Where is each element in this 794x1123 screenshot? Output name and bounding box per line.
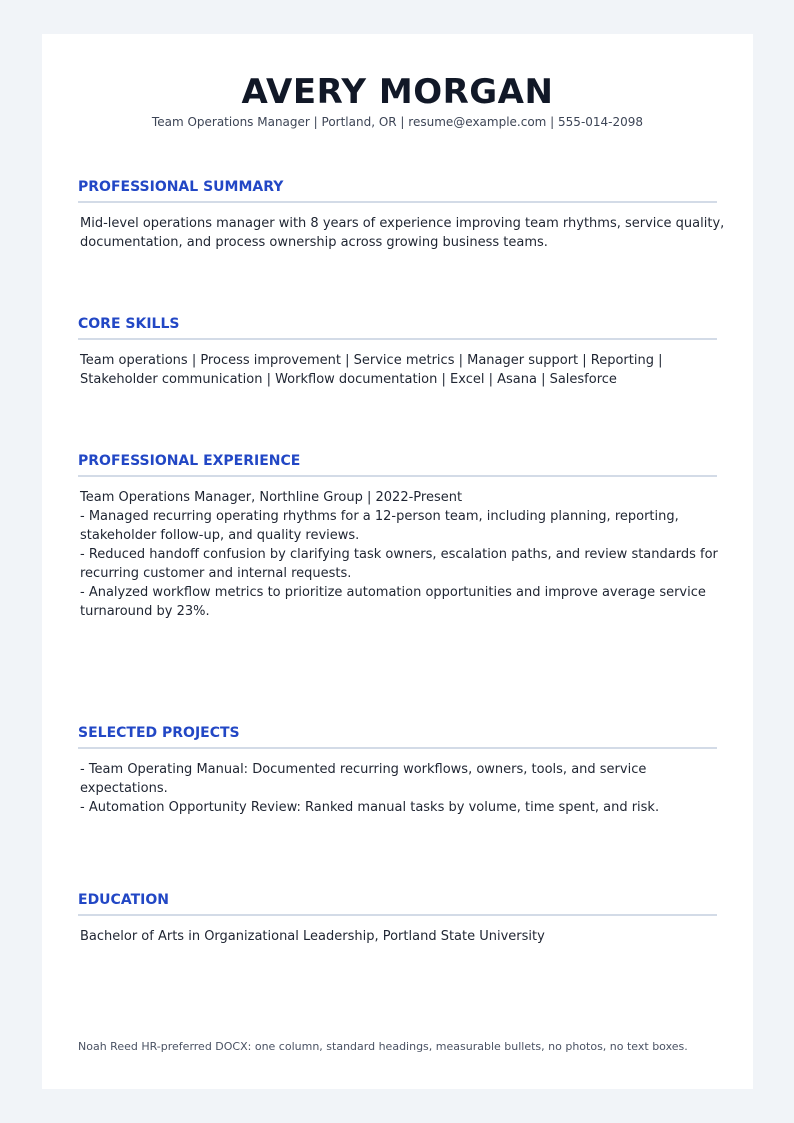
section-heading-projects: SELECTED PROJECTS	[78, 724, 717, 749]
skills-line: Team operations | Process improvement | Service metrics | Manager support | Reporting |	[80, 353, 663, 368]
education-body	[78, 927, 717, 946]
footer-note: Noah Reed HR-preferred DOCX: one column, standard headings, measurable bullets, no photos, no text boxes.	[78, 1040, 688, 1053]
experience-line: turnaround by 23%.	[80, 604, 210, 619]
experience-role: Team Operations Manager, Northline Group | 2022-Present	[80, 490, 463, 505]
contact-line: Team Operations Manager | Portland, OR | resume@example.com | 555-014-2098	[151, 115, 644, 129]
project-line: - Automation Opportunity Review: Ranked manual tasks by volume, time spent, and risk.	[80, 800, 660, 815]
skills-body	[78, 351, 717, 389]
section-professional-experience	[78, 452, 717, 621]
section-heading-summary: PROFESSIONAL SUMMARY	[78, 178, 717, 203]
section-heading-education: EDUCATION	[78, 891, 717, 916]
project-line: - Team Operating Manual: Documented recurring workflows, owners, tools, and service	[80, 762, 647, 777]
experience-line: - Analyzed workflow metrics to prioritize automation opportunities and improve average service	[80, 585, 706, 600]
experience-line: recurring customer and internal requests.	[80, 566, 352, 581]
summary-line: documentation, and process ownership across growing business teams.	[80, 235, 548, 250]
experience-line: - Reduced handoff confusion by clarifying task owners, escalation paths, and review standards for	[80, 547, 718, 562]
summary-body	[78, 214, 725, 252]
section-core-skills	[78, 315, 717, 389]
project-line: expectations.	[80, 781, 168, 796]
section-professional-summary	[78, 178, 725, 252]
experience-body	[78, 488, 717, 621]
section-heading-skills: CORE SKILLS	[78, 315, 717, 340]
summary-line: Mid-level operations manager with 8 years of experience improving team rhythms, service quality,	[80, 216, 725, 231]
projects-body	[78, 760, 717, 817]
experience-line: stakeholder follow-up, and quality reviews.	[80, 528, 360, 543]
resume-page	[42, 34, 753, 1089]
section-heading-experience: PROFESSIONAL EXPERIENCE	[78, 452, 717, 477]
education-line: Bachelor of Arts in Organizational Leadership, Portland State University	[80, 929, 545, 944]
section-selected-projects	[78, 724, 717, 817]
section-education	[78, 891, 717, 946]
experience-line: - Managed recurring operating rhythms for a 12-person team, including planning, reporting,	[80, 509, 679, 524]
candidate-name: AVERY MORGAN	[241, 72, 554, 112]
skills-line: Stakeholder communication | Workflow documentation | Excel | Asana | Salesforce	[80, 372, 617, 387]
